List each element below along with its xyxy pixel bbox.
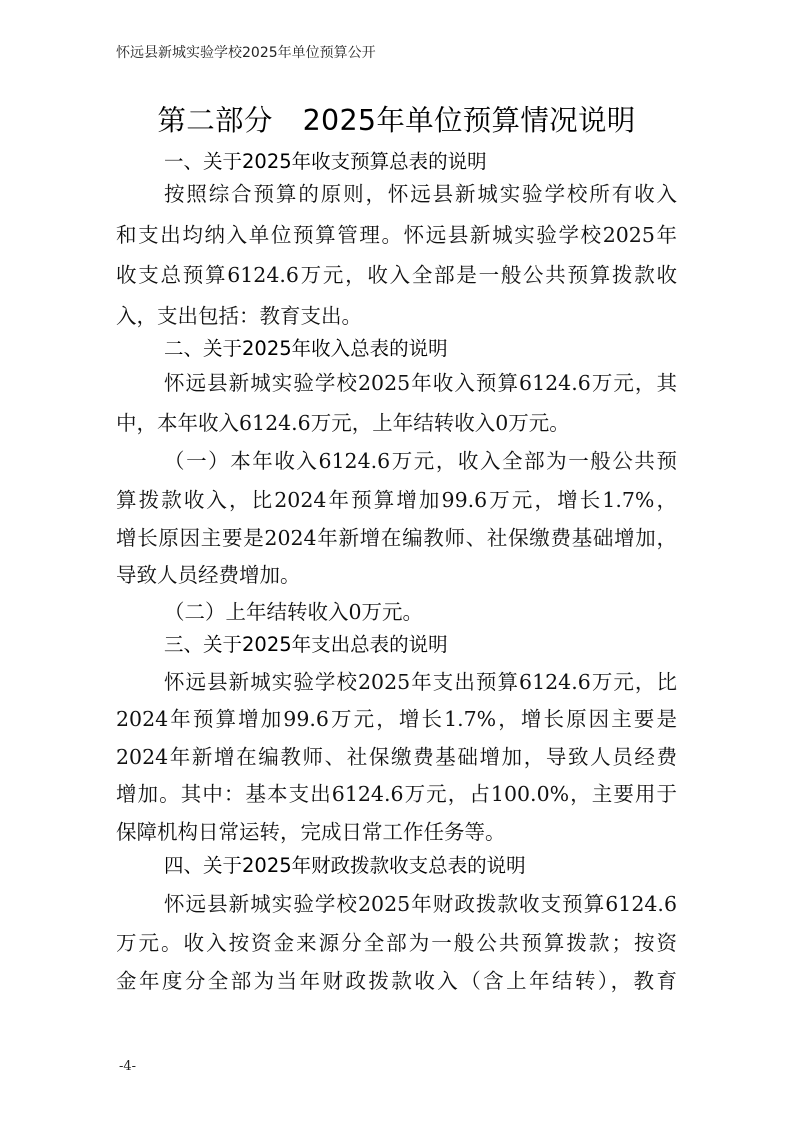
- section-2-line-1: 怀远县新城实验学校2025年收入预算6124.6万元，其: [164, 371, 677, 395]
- section-2-line-7: （二）上年结转收入0万元。: [164, 600, 424, 624]
- section-4-heading: 四、关于2025年财政拨款收支总表的说明: [164, 854, 526, 877]
- section-4-line-2: 万元。收入按资金来源分全部为一般公共预算拨款；按资: [116, 931, 677, 955]
- section-1-line-4: 入，支出包括：教育支出。: [116, 304, 362, 328]
- title-part: 第二部分: [157, 104, 273, 137]
- section-4-line-1: 怀远县新城实验学校2025年财政拨款收支预算6124.6: [164, 892, 677, 916]
- section-1-line-2: 和支出均纳入单位预算管理。怀远县新城实验学校2025年: [116, 223, 677, 247]
- section-1-heading: 一、关于2025年收支预算总表的说明: [164, 150, 487, 173]
- section-3-line-5: 保障机构日常运转，完成日常工作任务等。: [116, 820, 506, 844]
- section-2-line-4: 算拨款收入，比2024年预算增加99.6万元，增长1.7%，: [116, 488, 677, 512]
- page-header: 怀远县新城实验学校2025年单位预算公开: [116, 45, 376, 61]
- page-number: -4-: [119, 1059, 137, 1074]
- section-2-line-5: 增长原因主要是2024年新增在编教师、社保缴费基础增加，: [116, 526, 677, 550]
- section-2-line-2: 中，本年收入6124.6万元，上年结转收入0万元。: [116, 411, 570, 435]
- title-text: 2025年单位预算情况说明: [302, 104, 636, 137]
- section-2-line-3: （一）本年收入6124.6万元，收入全部为一般公共预: [164, 449, 677, 473]
- section-1-line-1: 按照综合预算的原则，怀远县新城实验学校所有收入: [164, 182, 677, 206]
- section-2-line-6: 导致人员经费增加。: [116, 563, 301, 587]
- section-4-line-3: 金年度分全部为当年财政拨款收入（含上年结转），教育: [116, 969, 677, 993]
- page-title: [0, 98, 793, 139]
- section-1-line-3: 收支总预算6124.6万元，收入全部是一般公共预算拨款收: [116, 263, 677, 287]
- section-3-line-1: 怀远县新城实验学校2025年支出预算6124.6万元，比: [164, 670, 677, 694]
- section-3-line-4: 增加。其中：基本支出6124.6万元，占100.0%，主要用于: [116, 782, 677, 806]
- section-3-line-2: 2024年预算增加99.6万元，增长1.7%，增长原因主要是: [116, 707, 677, 731]
- section-3-heading: 三、关于2025年支出总表的说明: [164, 633, 448, 656]
- section-2-heading: 二、关于2025年收入总表的说明: [164, 337, 448, 360]
- section-3-line-3: 2024年新增在编教师、社保缴费基础增加，导致人员经费: [116, 745, 677, 769]
